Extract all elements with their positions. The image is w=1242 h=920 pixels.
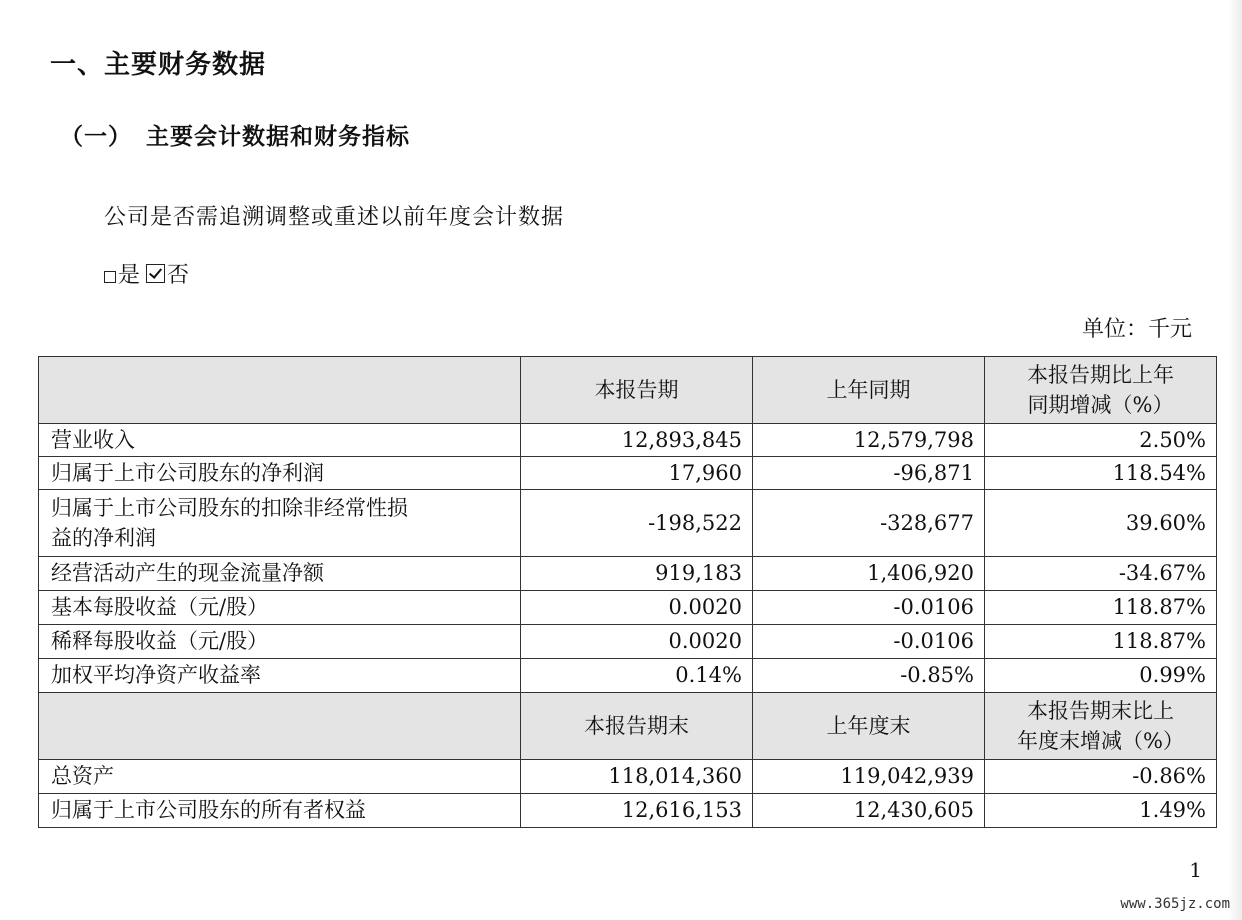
page-number: 1	[1189, 858, 1202, 882]
header-prior-year-end: 上年度末	[753, 693, 985, 760]
option-no-label: 否	[167, 263, 190, 288]
header-change-line1: 本报告期比上年	[1027, 362, 1174, 387]
value-current: 919,183	[521, 557, 753, 591]
value-prior: -0.0106	[753, 625, 985, 659]
header-period-end: 本报告期末	[521, 693, 753, 760]
value-current: 12,893,845	[521, 424, 753, 457]
subsection-number: （一）	[60, 124, 132, 150]
value-current: 0.14%	[521, 659, 753, 693]
section-heading: 一、主要财务数据	[50, 50, 267, 80]
value-change: -0.86%	[985, 760, 1217, 794]
page-edge-shadow	[1228, 0, 1242, 920]
checked-box-icon	[146, 264, 165, 283]
row-label: 总资产	[39, 760, 521, 794]
row-label: 营业收入	[39, 424, 521, 457]
row-label: 基本每股收益（元/股）	[39, 591, 521, 625]
value-prior: -328,677	[753, 490, 985, 557]
value-current: 0.0020	[521, 625, 753, 659]
table-row	[39, 490, 1217, 557]
unit-label: 单位：千元	[1081, 317, 1192, 342]
value-prior: -0.85%	[753, 659, 985, 693]
header-current-period: 本报告期	[521, 357, 753, 424]
row-label: 归属于上市公司股东的所有者权益	[39, 794, 521, 828]
value-current: 0.0020	[521, 591, 753, 625]
value-prior: -0.0106	[753, 591, 985, 625]
table-header-row-2	[39, 693, 1217, 760]
header-change-pct	[985, 357, 1217, 424]
subsection-heading	[60, 118, 410, 151]
header-change-line2: 同期增减（%）	[1027, 393, 1174, 417]
unchecked-box-icon	[104, 271, 116, 283]
option-yes-label: 是	[118, 263, 141, 288]
value-prior: -96,871	[753, 457, 985, 490]
table-row	[39, 625, 1217, 659]
value-change: 118.87%	[985, 625, 1217, 659]
header-empty-cell	[39, 693, 521, 760]
table-row	[39, 457, 1217, 490]
row-label	[39, 490, 521, 557]
watermark: www.365jz.com	[1120, 896, 1230, 912]
value-change: 0.99%	[985, 659, 1217, 693]
row-label-line2: 益的净利润	[51, 526, 156, 550]
financial-data-table	[38, 356, 1217, 828]
header-empty-cell	[39, 357, 521, 424]
header-change-line1: 本报告期末比上	[1027, 698, 1174, 723]
value-prior: 12,579,798	[753, 424, 985, 457]
value-change: 118.54%	[985, 457, 1217, 490]
table-row	[39, 424, 1217, 457]
value-current: -198,522	[521, 490, 753, 557]
header-prior-period: 上年同期	[753, 357, 985, 424]
subsection-title: 主要会计数据和财务指标	[146, 124, 410, 150]
restatement-question: 公司是否需追溯调整或重述以前年度会计数据	[104, 205, 565, 230]
row-label: 稀释每股收益（元/股）	[39, 625, 521, 659]
value-current: 12,616,153	[521, 794, 753, 828]
value-prior: 1,406,920	[753, 557, 985, 591]
row-label: 归属于上市公司股东的净利润	[39, 457, 521, 490]
table-row	[39, 760, 1217, 794]
value-prior: 119,042,939	[753, 760, 985, 794]
table-row	[39, 659, 1217, 693]
header-change-line2: 年度末增减（%）	[1017, 729, 1184, 753]
value-prior: 12,430,605	[753, 794, 985, 828]
value-change: 1.49%	[985, 794, 1217, 828]
value-change: -34.67%	[985, 557, 1217, 591]
table-row	[39, 591, 1217, 625]
restatement-options	[104, 258, 189, 289]
value-change: 39.60%	[985, 490, 1217, 557]
table-row	[39, 794, 1217, 828]
row-label-line1: 归属于上市公司股东的扣除非经常性损	[51, 495, 408, 520]
value-change: 118.87%	[985, 591, 1217, 625]
table-header-row	[39, 357, 1217, 424]
table-row	[39, 557, 1217, 591]
value-current: 17,960	[521, 457, 753, 490]
row-label: 经营活动产生的现金流量净额	[39, 557, 521, 591]
value-current: 118,014,360	[521, 760, 753, 794]
row-label: 加权平均净资产收益率	[39, 659, 521, 693]
header-change-pct-2	[985, 693, 1217, 760]
value-change: 2.50%	[985, 424, 1217, 457]
